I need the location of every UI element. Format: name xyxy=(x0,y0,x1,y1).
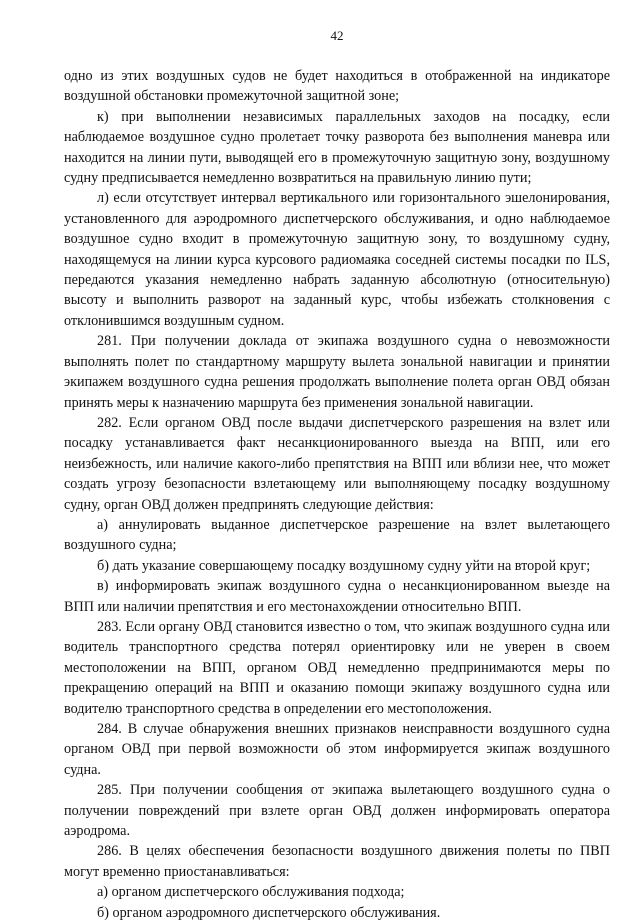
paragraph-281: 281. При получении доклада от экипажа воздушного судна о невозможности выполнять полет по стандартному маршруту вылета зональной навигации и принятии экипажем воздушного судна решения продолжать выполнение полета орган ОВД обязан принять меры к назначению маршрута без применения зональной навигации. xyxy=(64,333,610,411)
page-number: 42 xyxy=(330,28,344,43)
paragraph-item-k: к) при выполнении независимых параллельных заходов на посадку, если наблюдаемое воздушное судно пролетает точку разворота без выполнения маневра или находится на линии пути, выводящей его в промежуточную защитную зону, воздушному судну предписывается немедленно возвратиться на правильную линию пути; xyxy=(64,108,610,187)
paragraph-282-item-b: б) дать указание совершающему посадку воздушному судну уйти на второй круг; xyxy=(97,557,591,574)
paragraph-282-item-a: а) аннулировать выданное диспетчерское разрешение на взлет вылетающего воздушного судна; xyxy=(64,516,610,554)
paragraph-285: 285. При получении сообщения от экипажа вылетающего воздушного судна о получении повреждений при взлете орган ОВД должен информировать оператора аэродрома. xyxy=(64,782,610,840)
document-body xyxy=(64,66,610,923)
paragraph-282: 282. Если органом ОВД после выдачи диспетчерского разрешения на взлет или посадку устанавливается факт несанкционированного выезда на ВПП, или его неизбежность, или наличие какого-либо препятствия на ВПП или вблизи нее, что может создать угрозу безопасности взлетающему или выполняющему посадку воздушному судну, орган ОВД должен предпринять следующие действия: xyxy=(64,414,610,513)
paragraph-282-item-v: в) информировать экипаж воздушного судна о несанкционированном выезде на ВПП или наличии препятствия и его местонахождении относительно ВПП. xyxy=(64,578,610,615)
paragraph-item-l: л) если отсутствует интервал вертикального или горизонтального эшелонирования, установленного для аэродромного диспетчерского обслуживания, и одно наблюдаемое воздушное судно входит в промежуточную защитную зону, то воздушному судну, находящемуся на линии курса курсового радиомаяка соседней системы посадки по ILS, передаются указания немедленно набрать заданную абсолютную (относительную) высоту и выполнить разворот на заданный курс, чтобы избежать столкновения с отклонившимся воздушным судном. xyxy=(64,190,610,329)
paragraph-286-item-b: б) органом аэродромного диспетчерского обслуживания. xyxy=(97,904,441,921)
paragraph-continuation: одно из этих воздушных судов не будет находиться в отображенной на индикаторе воздушной обстановки промежуточной защитной зоне; xyxy=(64,68,610,105)
paragraph-283: 283. Если органу ОВД становится известно о том, что экипаж воздушного судна или водитель транспортного средства потерял ориентировку или не уверен в своем местоположении на ВПП, органом ОВД немедленно предпринимаются меры по прекращению операций на ВПП и оказанию помощи экипажу воздушного судна или водителю транспортного средства в определении его местоположения. xyxy=(64,618,610,717)
paragraph-286: 286. В целях обеспечения безопасности воздушного движения полеты по ПВП могут временно приостанавливаться: xyxy=(64,843,610,880)
paragraph-284: 284. В случае обнаружения внешних признаков неисправности воздушного судна органом ОВД при первой возможности об этом информируется экипаж воздушного судна. xyxy=(64,721,610,778)
paragraph-286-item-a: а) органом диспетчерского обслуживания подхода; xyxy=(97,884,405,901)
